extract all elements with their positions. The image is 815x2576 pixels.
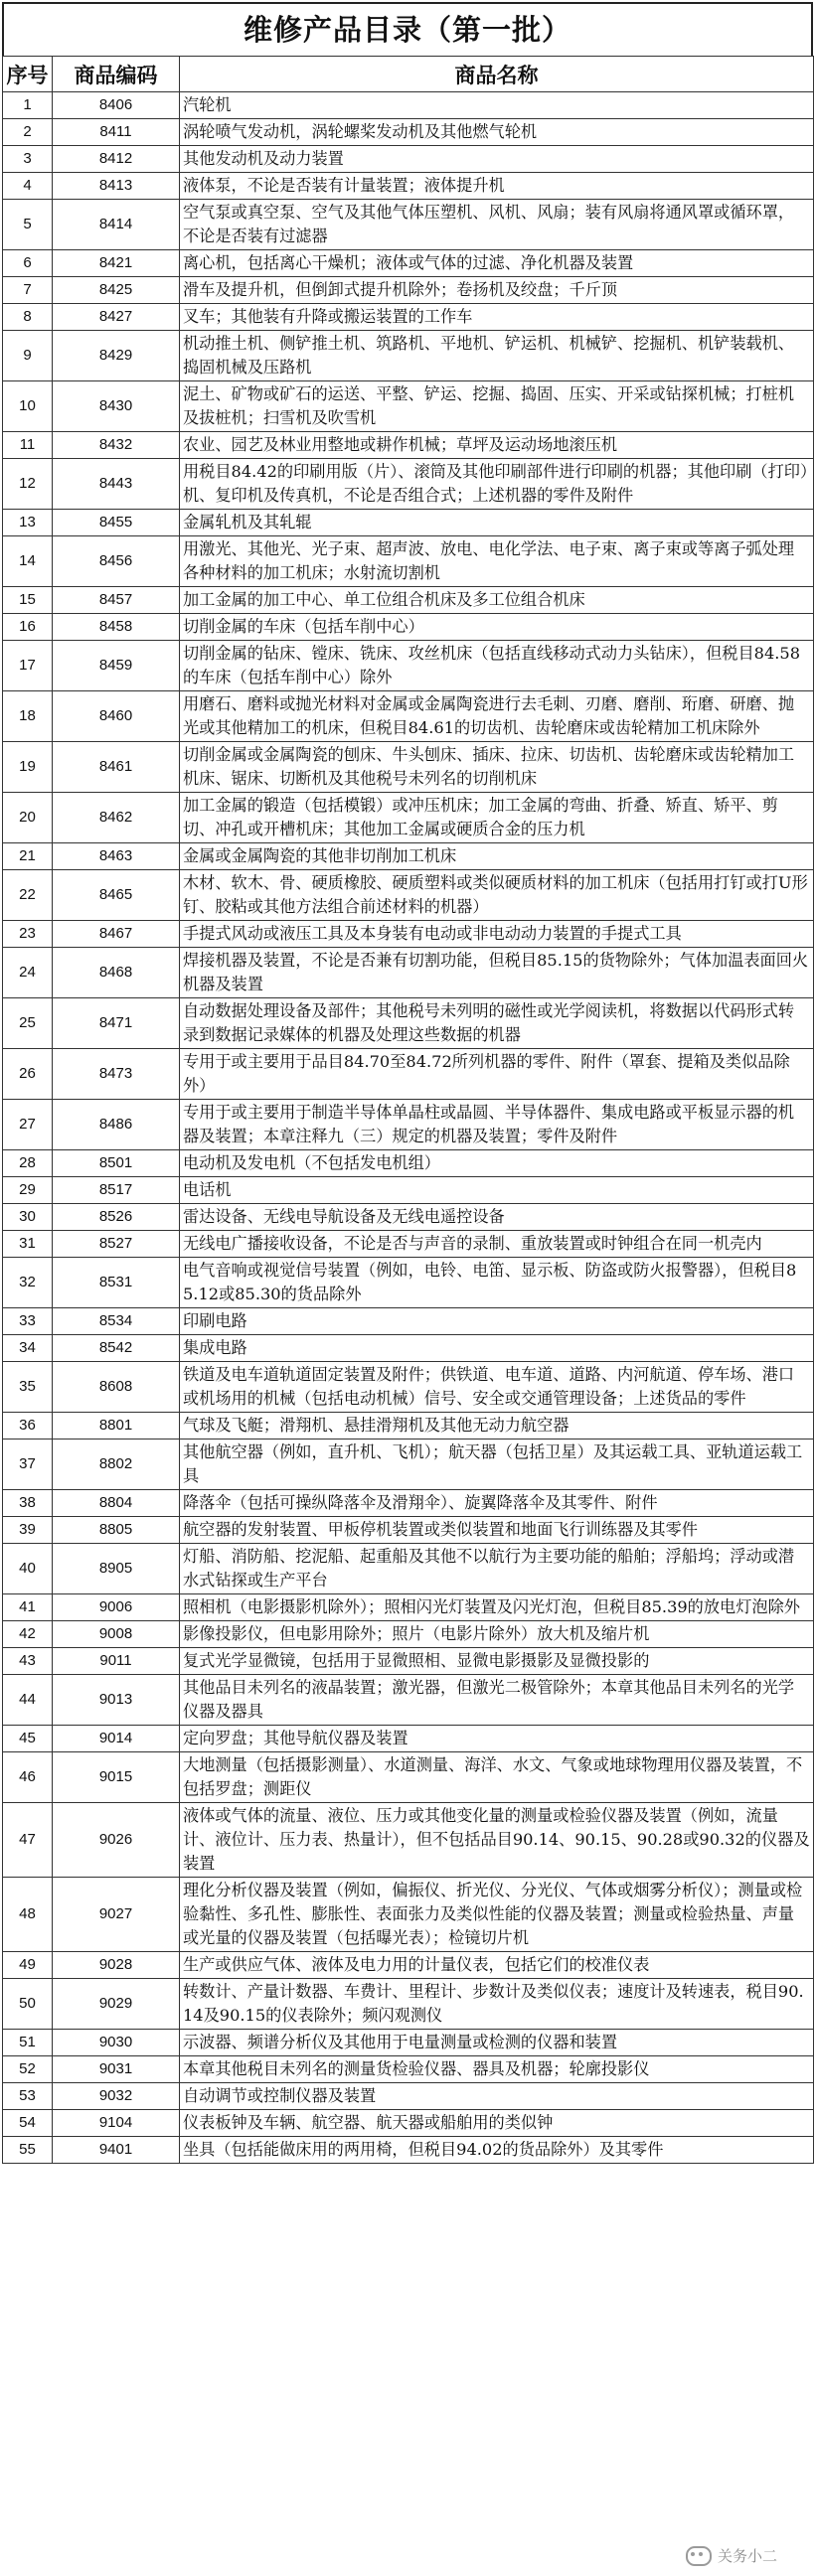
commodity-name: 其他航空器（例如，直升机、飞机）；航天器（包括卫星）及其运载工具、亚轨道运载工具	[180, 1440, 814, 1490]
row-number: 30	[3, 1204, 53, 1231]
row-number: 8	[3, 304, 53, 331]
commodity-code: 8443	[53, 459, 180, 510]
table-row	[3, 1803, 814, 1878]
row-number: 4	[3, 173, 53, 200]
commodity-code: 9026	[53, 1803, 180, 1878]
row-number: 15	[3, 587, 53, 614]
row-number: 3	[3, 146, 53, 173]
commodity-name: 加工金属的锻造（包括模锻）或冲压机床；加工金属的弯曲、折叠、矫直、矫平、剪切、冲孔或开槽机床；其他加工金属或硬质合金的压力机	[180, 793, 814, 843]
row-number: 53	[3, 2083, 53, 2110]
commodity-code: 8411	[53, 119, 180, 146]
commodity-code: 8455	[53, 510, 180, 536]
row-number: 48	[3, 1878, 53, 1952]
commodity-code: 8802	[53, 1440, 180, 1490]
commodity-name: 用税目84.42的印刷用版（片）、滚筒及其他印刷部件进行印刷的机器；其他印刷（打印）机、复印机及传真机，不论是否组合式；上述机器的零件及附件	[180, 459, 814, 510]
table-row	[3, 1177, 814, 1204]
commodity-name: 其他发动机及动力装置	[180, 146, 814, 173]
table-row	[3, 200, 814, 250]
commodity-name: 照相机（电影摄影机除外）；照相闪光灯装置及闪光灯泡，但税目85.39的放电灯泡除外	[180, 1594, 814, 1621]
row-number: 37	[3, 1440, 53, 1490]
commodity-name: 影像投影仪，但电影用除外；照片（电影片除外）放大机及缩片机	[180, 1621, 814, 1648]
row-number: 12	[3, 459, 53, 510]
commodity-code: 8430	[53, 381, 180, 432]
row-number: 33	[3, 1308, 53, 1335]
commodity-name: 用磨石、磨料或抛光材料对金属或金属陶瓷进行去毛刺、刃磨、磨削、珩磨、研磨、抛光或其他精加工的机床，但税目84.61的切齿机、齿轮磨床或齿轮精加工机床除外	[180, 691, 814, 742]
table-row	[3, 2083, 814, 2110]
header-name: 商品名称	[180, 57, 814, 92]
table-row	[3, 1621, 814, 1648]
commodity-code: 9008	[53, 1621, 180, 1648]
table-row	[3, 92, 814, 119]
row-number: 1	[3, 92, 53, 119]
row-number: 2	[3, 119, 53, 146]
commodity-name: 专用于或主要用于品目84.70至84.72所列机器的零件、附件（罩套、提箱及类似品除外）	[180, 1049, 814, 1100]
commodity-code: 8531	[53, 1258, 180, 1308]
commodity-code: 8456	[53, 536, 180, 587]
commodity-code: 8501	[53, 1150, 180, 1177]
row-number: 20	[3, 793, 53, 843]
commodity-code: 8805	[53, 1517, 180, 1544]
commodity-code: 8412	[53, 146, 180, 173]
table-row	[3, 381, 814, 432]
row-number: 7	[3, 277, 53, 304]
row-number: 41	[3, 1594, 53, 1621]
row-number: 19	[3, 742, 53, 793]
table-row	[3, 641, 814, 691]
table-row	[3, 510, 814, 536]
commodity-name: 叉车；其他装有升降或搬运装置的工作车	[180, 304, 814, 331]
table-row	[3, 1648, 814, 1675]
document-title: 维修产品目录（第一批）	[2, 2, 813, 56]
table-row	[3, 1544, 814, 1594]
table-row	[3, 948, 814, 998]
commodity-name: 转数计、产量计数器、车费计、里程计、步数计及类似仪表；速度计及转速表，税目90.14及90.15的仪表除外；频闪观测仪	[180, 1979, 814, 2030]
wechat-icon	[686, 2546, 712, 2566]
row-number: 49	[3, 1952, 53, 1979]
table-row	[3, 2056, 814, 2083]
row-number: 43	[3, 1648, 53, 1675]
row-number: 44	[3, 1675, 53, 1726]
commodity-name: 空气泵或真空泵、空气及其他气体压塑机、风机、风扇；装有风扇将通风罩或循环罩，不论是否装有过滤器	[180, 200, 814, 250]
table-row	[3, 119, 814, 146]
commodity-name: 手提式风动或液压工具及本身装有电动或非电动动力装置的手提式工具	[180, 921, 814, 948]
table-row	[3, 1952, 814, 1979]
commodity-code: 8459	[53, 641, 180, 691]
commodity-name: 复式光学显微镜，包括用于显微照相、显微电影摄影及显微投影的	[180, 1648, 814, 1675]
row-number: 10	[3, 381, 53, 432]
row-number: 14	[3, 536, 53, 587]
table-row	[3, 173, 814, 200]
row-number: 45	[3, 1726, 53, 1752]
table-row	[3, 1440, 814, 1490]
commodity-name: 金属或金属陶瓷的其他非切削加工机床	[180, 843, 814, 870]
commodity-code: 9029	[53, 1979, 180, 2030]
commodity-code: 8429	[53, 331, 180, 381]
row-number: 50	[3, 1979, 53, 2030]
commodity-code: 8468	[53, 948, 180, 998]
table-row	[3, 250, 814, 277]
commodity-name: 生产或供应气体、液体及电力用的计量仪表，包括它们的校准仪表	[180, 1952, 814, 1979]
row-number: 29	[3, 1177, 53, 1204]
commodity-code: 9006	[53, 1594, 180, 1621]
commodity-name: 示波器、频谱分析仪及其他用于电量测量或检测的仪器和装置	[180, 2030, 814, 2056]
commodity-code: 9011	[53, 1648, 180, 1675]
commodity-code: 8432	[53, 432, 180, 459]
row-number: 39	[3, 1517, 53, 1544]
table-row	[3, 1362, 814, 1413]
commodity-code: 8406	[53, 92, 180, 119]
row-number: 5	[3, 200, 53, 250]
header-row	[3, 57, 814, 92]
commodity-code: 8517	[53, 1177, 180, 1204]
row-number: 22	[3, 870, 53, 921]
commodity-name: 航空器的发射装置、甲板停机装置或类似装置和地面飞行训练器及其零件	[180, 1517, 814, 1544]
table-row	[3, 870, 814, 921]
table-row	[3, 1675, 814, 1726]
commodity-name: 铁道及电车道轨道固定装置及附件；供铁道、电车道、道路、内河航道、停车场、港口或机场用的机械（包括电动机械）信号、安全或交通管理设备；上述货品的零件	[180, 1362, 814, 1413]
table-row	[3, 742, 814, 793]
row-number: 16	[3, 614, 53, 641]
table-row	[3, 1594, 814, 1621]
table-row	[3, 432, 814, 459]
commodity-name: 离心机，包括离心干燥机；液体或气体的过滤、净化机器及装置	[180, 250, 814, 277]
commodity-name: 印刷电路	[180, 1308, 814, 1335]
commodity-name: 灯船、消防船、挖泥船、起重船及其他不以航行为主要功能的船舶；浮船坞；浮动或潜水式钻探或生产平台	[180, 1544, 814, 1594]
table-row	[3, 536, 814, 587]
row-number: 51	[3, 2030, 53, 2056]
watermark	[686, 2545, 777, 2566]
commodity-name: 泥土、矿物或矿石的运送、平整、铲运、挖掘、捣固、压实、开采或钻探机械；打桩机及拔桩机；扫雪机及吹雪机	[180, 381, 814, 432]
commodity-name: 气球及飞艇；滑翔机、悬挂滑翔机及其他无动力航空器	[180, 1413, 814, 1440]
commodity-name: 用激光、其他光、光子束、超声波、放电、电化学法、电子束、离子束或等离子弧处理各种材料的加工机床；水射流切割机	[180, 536, 814, 587]
commodity-name: 滑车及提升机，但倒卸式提升机除外；卷扬机及绞盘；千斤顶	[180, 277, 814, 304]
commodity-code: 8421	[53, 250, 180, 277]
table-row	[3, 793, 814, 843]
table-row	[3, 1726, 814, 1752]
commodity-name: 理化分析仪器及装置（例如，偏振仪、折光仪、分光仪、气体或烟雾分析仪）；测量或检验黏性、多孔性、膨胀性、表面张力及类似性能的仪器及装置；测量或检验热量、声量或光量的仪器及装置（包括曝光表）；检镜切片机	[180, 1878, 814, 1952]
header-no: 序号	[3, 57, 53, 92]
row-number: 17	[3, 641, 53, 691]
table-row	[3, 1258, 814, 1308]
commodity-code: 9014	[53, 1726, 180, 1752]
commodity-code: 8461	[53, 742, 180, 793]
commodity-name: 农业、园艺及林业用整地或耕作机械；草坪及运动场地滚压机	[180, 432, 814, 459]
row-number: 27	[3, 1100, 53, 1150]
row-number: 47	[3, 1803, 53, 1878]
row-number: 46	[3, 1752, 53, 1803]
commodity-name: 加工金属的加工中心、单工位组合机床及多工位组合机床	[180, 587, 814, 614]
table-row	[3, 2110, 814, 2137]
commodity-code: 9013	[53, 1675, 180, 1726]
table-row	[3, 1413, 814, 1440]
table-row	[3, 2030, 814, 2056]
commodity-code: 8527	[53, 1231, 180, 1258]
table-row	[3, 277, 814, 304]
commodity-name: 自动数据处理设备及部件；其他税号未列明的磁性或光学阅读机，将数据以代码形式转录到数据记录媒体的机器及处理这些数据的机器	[180, 998, 814, 1049]
commodity-code: 8804	[53, 1490, 180, 1517]
table-row	[3, 1490, 814, 1517]
commodity-name: 金属轧机及其轧辊	[180, 510, 814, 536]
commodity-name: 机动推土机、侧铲推土机、筑路机、平地机、铲运机、机械铲、挖掘机、机铲装载机、捣固机械及压路机	[180, 331, 814, 381]
table-row	[3, 1517, 814, 1544]
commodity-name: 大地测量（包括摄影测量）、水道测量、海洋、水文、气象或地球物理用仪器及装置，不包括罗盘；测距仪	[180, 1752, 814, 1803]
commodity-code: 8458	[53, 614, 180, 641]
row-number: 24	[3, 948, 53, 998]
table-row	[3, 304, 814, 331]
row-number: 36	[3, 1413, 53, 1440]
table-row	[3, 459, 814, 510]
table-row	[3, 1752, 814, 1803]
commodity-code: 9030	[53, 2030, 180, 2056]
table-row	[3, 1100, 814, 1150]
commodity-code: 8905	[53, 1544, 180, 1594]
row-number: 18	[3, 691, 53, 742]
commodity-code: 8462	[53, 793, 180, 843]
commodity-name: 木材、软木、骨、硬质橡胶、硬质塑料或类似硬质材料的加工机床（包括用打钉或打U形钉、胶粘或其他方法组合前述材料的机器）	[180, 870, 814, 921]
commodity-code: 8608	[53, 1362, 180, 1413]
commodity-name: 雷达设备、无线电导航设备及无线电遥控设备	[180, 1204, 814, 1231]
commodity-name: 集成电路	[180, 1335, 814, 1362]
commodity-code: 9032	[53, 2083, 180, 2110]
commodity-code: 8427	[53, 304, 180, 331]
table-row	[3, 1049, 814, 1100]
commodity-code: 8486	[53, 1100, 180, 1150]
catalog-table	[2, 56, 814, 2164]
row-number: 52	[3, 2056, 53, 2083]
row-number: 25	[3, 998, 53, 1049]
commodity-code: 9104	[53, 2110, 180, 2137]
row-number: 31	[3, 1231, 53, 1258]
table-row	[3, 1335, 814, 1362]
commodity-code: 8463	[53, 843, 180, 870]
commodity-code: 8414	[53, 200, 180, 250]
row-number: 26	[3, 1049, 53, 1100]
commodity-code: 8460	[53, 691, 180, 742]
row-number: 11	[3, 432, 53, 459]
header-code: 商品编码	[53, 57, 180, 92]
row-number: 6	[3, 250, 53, 277]
watermark-text: 关务小二	[717, 2547, 777, 2565]
commodity-code: 8526	[53, 1204, 180, 1231]
row-number: 55	[3, 2137, 53, 2164]
commodity-name: 汽轮机	[180, 92, 814, 119]
table-row	[3, 1979, 814, 2030]
row-number: 21	[3, 843, 53, 870]
commodity-code: 9028	[53, 1952, 180, 1979]
row-number: 35	[3, 1362, 53, 1413]
commodity-name: 液体泵，不论是否装有计量装置；液体提升机	[180, 173, 814, 200]
commodity-code: 9027	[53, 1878, 180, 1952]
table-row	[3, 1878, 814, 1952]
commodity-code: 8425	[53, 277, 180, 304]
commodity-name: 仪表板钟及车辆、航空器、航天器或船舶用的类似钟	[180, 2110, 814, 2137]
commodity-name: 专用于或主要用于制造半导体单晶柱或晶圆、半导体器件、集成电路或平板显示器的机器及装置；本章注释九（三）规定的机器及装置；零件及附件	[180, 1100, 814, 1150]
commodity-name: 定向罗盘；其他导航仪器及装置	[180, 1726, 814, 1752]
row-number: 13	[3, 510, 53, 536]
row-number: 38	[3, 1490, 53, 1517]
commodity-code: 8413	[53, 173, 180, 200]
table-row	[3, 921, 814, 948]
row-number: 34	[3, 1335, 53, 1362]
commodity-name: 切削金属或金属陶瓷的刨床、牛头刨床、插床、拉床、切齿机、齿轮磨床或齿轮精加工机床、锯床、切断机及其他税号未列名的切削机床	[180, 742, 814, 793]
table-row	[3, 843, 814, 870]
commodity-name: 液体或气体的流量、液位、压力或其他变化量的测量或检验仪器及装置（例如，流量计、液位计、压力表、热量计），但不包括品目90.14、90.15、90.28或90.32的仪器及装置	[180, 1803, 814, 1878]
commodity-name: 焊接机器及装置，不论是否兼有切割功能，但税目85.15的货物除外；气体加温表面回火机器及装置	[180, 948, 814, 998]
commodity-code: 8801	[53, 1413, 180, 1440]
commodity-name: 切削金属的车床（包括车削中心）	[180, 614, 814, 641]
table-row	[3, 691, 814, 742]
commodity-code: 8465	[53, 870, 180, 921]
row-number: 9	[3, 331, 53, 381]
table-row	[3, 1308, 814, 1335]
commodity-name: 无线电广播接收设备，不论是否与声音的录制、重放装置或时钟组合在同一机壳内	[180, 1231, 814, 1258]
row-number: 23	[3, 921, 53, 948]
commodity-code: 8467	[53, 921, 180, 948]
row-number: 42	[3, 1621, 53, 1648]
table-row	[3, 1231, 814, 1258]
table-row	[3, 2137, 814, 2164]
commodity-name: 切削金属的钻床、镗床、铣床、攻丝机床（包括直线移动式动力头钻床），但税目84.58的车床（包括车削中心）除外	[180, 641, 814, 691]
commodity-code: 8457	[53, 587, 180, 614]
commodity-code: 8542	[53, 1335, 180, 1362]
table-row	[3, 614, 814, 641]
row-number: 28	[3, 1150, 53, 1177]
commodity-name: 电动机及发电机（不包括发电机组）	[180, 1150, 814, 1177]
row-number: 54	[3, 2110, 53, 2137]
table-row	[3, 587, 814, 614]
commodity-code: 8473	[53, 1049, 180, 1100]
commodity-name: 其他品目未列名的液晶装置；激光器，但激光二极管除外；本章其他品目未列名的光学仪器及器具	[180, 1675, 814, 1726]
table-row	[3, 331, 814, 381]
commodity-name: 电话机	[180, 1177, 814, 1204]
commodity-code: 9401	[53, 2137, 180, 2164]
catalog-document	[2, 2, 813, 2164]
commodity-name: 坐具（包括能做床用的两用椅，但税目94.02的货品除外）及其零件	[180, 2137, 814, 2164]
table-body	[3, 92, 814, 2164]
commodity-name: 电气音响或视觉信号装置（例如，电铃、电笛、显示板、防盗或防火报警器），但税目85.12或85.30的货品除外	[180, 1258, 814, 1308]
row-number: 40	[3, 1544, 53, 1594]
commodity-code: 9031	[53, 2056, 180, 2083]
commodity-name: 本章其他税目未列名的测量货检验仪器、器具及机器；轮廓投影仪	[180, 2056, 814, 2083]
row-number: 32	[3, 1258, 53, 1308]
table-row	[3, 146, 814, 173]
commodity-name: 涡轮喷气发动机，涡轮螺桨发动机及其他燃气轮机	[180, 119, 814, 146]
commodity-code: 8534	[53, 1308, 180, 1335]
table-row	[3, 1204, 814, 1231]
commodity-code: 8471	[53, 998, 180, 1049]
table-row	[3, 1150, 814, 1177]
table-row	[3, 998, 814, 1049]
commodity-code: 9015	[53, 1752, 180, 1803]
commodity-name: 自动调节或控制仪器及装置	[180, 2083, 814, 2110]
commodity-name: 降落伞（包括可操纵降落伞及滑翔伞）、旋翼降落伞及其零件、附件	[180, 1490, 814, 1517]
